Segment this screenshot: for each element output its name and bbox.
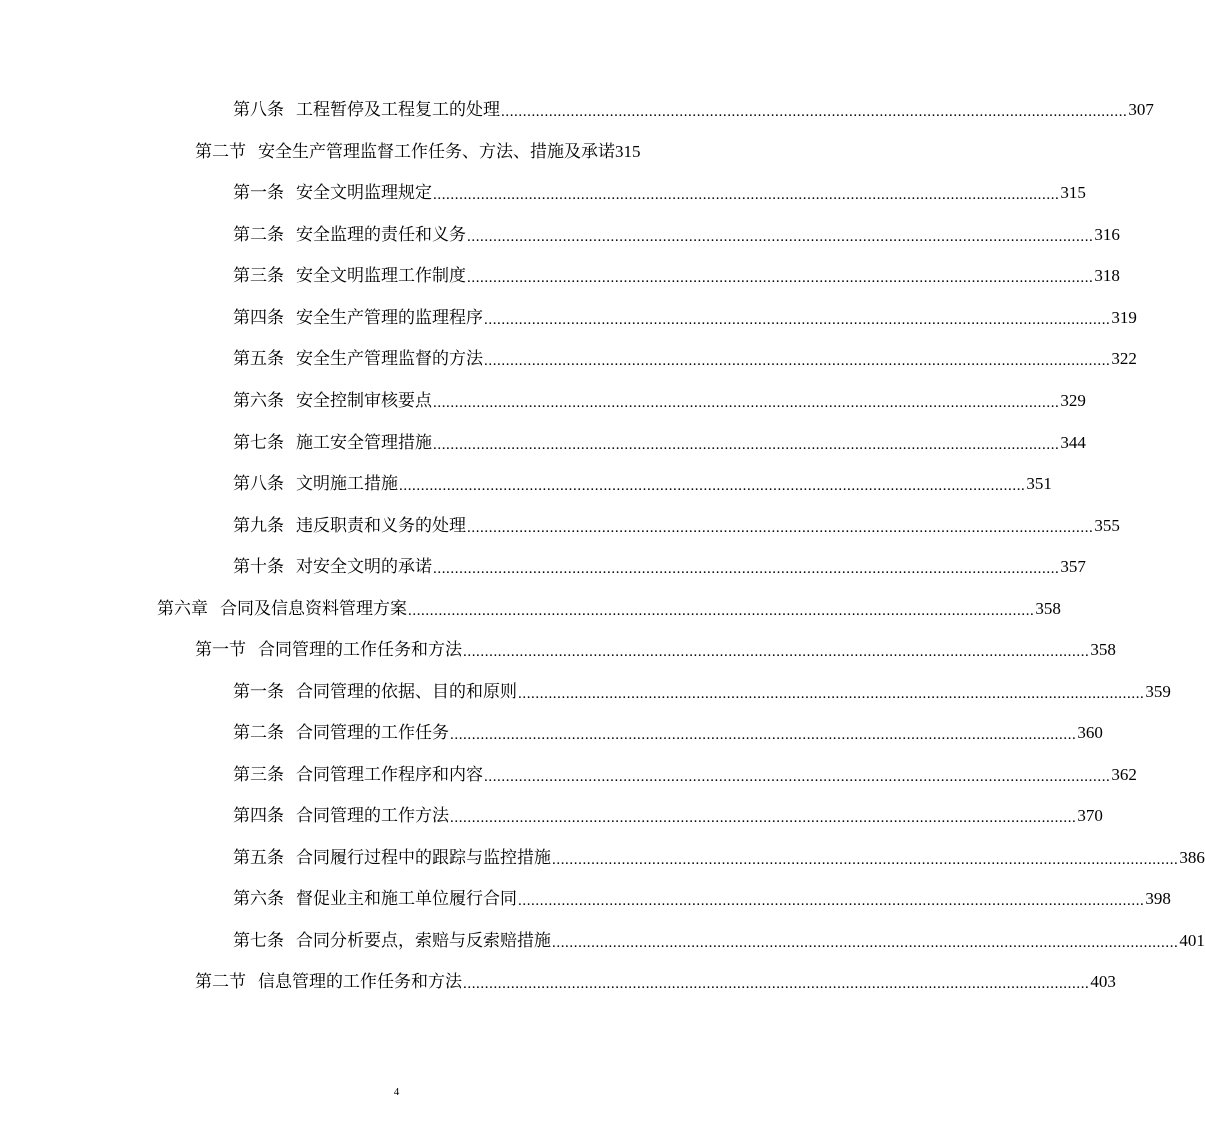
- toc-entry-page: 344: [1060, 433, 1086, 452]
- toc-entry-page: 355: [1094, 516, 1120, 535]
- toc-entry[interactable]: [195, 637, 1116, 663]
- toc-entry-number: 第四条: [233, 806, 284, 826]
- toc-entry[interactable]: [195, 969, 1116, 995]
- toc-entry-title: 合同管理的工作任务: [296, 723, 449, 743]
- toc-entry-title: 合同管理的工作任务和方法: [258, 640, 462, 660]
- toc-entry-number: 第三条: [233, 765, 284, 785]
- toc-entry-number: 第六章: [157, 599, 208, 619]
- page-number: 4: [393, 1086, 400, 1098]
- toc-entry[interactable]: [233, 803, 1103, 829]
- toc-entry-page: 322: [1111, 349, 1137, 368]
- toc-entry-number: 第四条: [233, 308, 284, 328]
- toc-entry[interactable]: [233, 720, 1103, 746]
- toc-entry[interactable]: [233, 97, 1154, 123]
- toc-entry-page: 316: [1094, 225, 1120, 244]
- toc-dot-leader: ................................................................................................................................................: [501, 104, 1128, 120]
- toc-entry[interactable]: [233, 679, 1171, 705]
- toc-entry-page: 318: [1094, 266, 1120, 285]
- toc-entry[interactable]: [233, 263, 1120, 289]
- toc-entry-page: 398: [1145, 889, 1171, 908]
- toc-entry-title: 安全生产管理的监理程序: [296, 308, 483, 328]
- toc-entry[interactable]: [157, 596, 1061, 622]
- toc-entry-title: 督促业主和施工单位履行合同: [296, 889, 517, 909]
- toc-entry[interactable]: [233, 305, 1137, 331]
- toc-entry-number: 第八条: [233, 474, 284, 494]
- toc-entry-title: 合同管理的依据、目的和原则: [296, 682, 517, 702]
- toc-entry-page: 357: [1060, 557, 1086, 576]
- toc-entry-title: 施工安全管理措施: [296, 433, 432, 453]
- toc-entry[interactable]: [233, 513, 1120, 539]
- toc-entry-title: 合同分析要点，索赔与反索赔措施: [296, 931, 551, 951]
- toc-entry-page: 370: [1077, 806, 1103, 825]
- toc-entry-page: 362: [1111, 765, 1137, 784]
- toc-entry-title: 合同管理工作程序和内容: [296, 765, 483, 785]
- toc-entry[interactable]: [233, 886, 1171, 912]
- toc-entry-page: 315: [615, 142, 641, 161]
- toc-entry[interactable]: [233, 471, 1052, 497]
- toc-entry-page: 386: [1179, 848, 1205, 867]
- toc-entry-number: 第一条: [233, 183, 284, 203]
- toc-entry-number: 第七条: [233, 433, 284, 453]
- toc-entry-title: 安全监理的责任和义务: [296, 225, 466, 245]
- toc-entry[interactable]: [233, 430, 1086, 456]
- toc-entry-title: 合同及信息资料管理方案: [220, 599, 407, 619]
- toc-dot-leader: ................................................................................................................................................: [552, 852, 1179, 868]
- toc-dot-leader: ................................................................................................................................................: [433, 437, 1060, 453]
- toc-dot-leader: ................................................................................................................................................: [433, 561, 1060, 577]
- toc-dot-leader: ................................................................................................................................................: [484, 769, 1111, 785]
- toc-entry-number: 第二节: [195, 142, 246, 162]
- toc-entry-title: 违反职责和义务的处理: [296, 516, 466, 536]
- toc-entry-title: 合同履行过程中的跟踪与监控措施: [296, 848, 551, 868]
- toc-entry-number: 第二条: [233, 723, 284, 743]
- toc-dot-leader: ................................................................................................................................................: [552, 935, 1179, 951]
- toc-entry[interactable]: [233, 554, 1086, 580]
- toc-entry-number: 第八条: [233, 100, 284, 120]
- toc-entry-page: 401: [1179, 931, 1205, 950]
- toc-entry[interactable]: [233, 762, 1137, 788]
- toc-entry-title: 安全文明监理规定: [296, 183, 432, 203]
- toc-entry-number: 第十条: [233, 557, 284, 577]
- toc-dot-leader: ................................................................................................................................................: [467, 270, 1094, 286]
- toc-entry-page: 315: [1060, 183, 1086, 202]
- toc-dot-leader: ................................................................................................................................................: [467, 520, 1094, 536]
- toc-entry-number: 第一节: [195, 640, 246, 660]
- toc-entry-number: 第七条: [233, 931, 284, 951]
- toc-entry-number: 第五条: [233, 848, 284, 868]
- toc-entry-title: 工程暂停及工程复工的处理: [296, 100, 500, 120]
- toc-dot-leader: ................................................................................................................................................: [399, 478, 1026, 494]
- toc-entry-title: 对安全文明的承诺: [296, 557, 432, 577]
- toc-entry-number: 第二条: [233, 225, 284, 245]
- toc-entry[interactable]: [233, 928, 1205, 954]
- toc-dot-leader: ................................................................................................................................................: [433, 187, 1060, 203]
- toc-entry-page: 307: [1128, 100, 1154, 119]
- toc-entry-page: 329: [1060, 391, 1086, 410]
- toc-entry-title: 安全控制审核要点: [296, 391, 432, 411]
- toc-entry-title: 安全生产管理监督工作任务、方法、措施及承诺: [258, 142, 615, 162]
- toc-entry-page: 358: [1035, 599, 1061, 618]
- toc-dot-leader: ................................................................................................................................................: [433, 395, 1060, 411]
- toc-dot-leader: ................................................................................................................................................: [450, 810, 1077, 826]
- toc-dot-leader: ................................................................................................................................................: [463, 644, 1090, 660]
- toc-dot-leader: ................................................................................................................................................: [518, 893, 1145, 909]
- toc-dot-leader: ................................................................................................................................................: [450, 727, 1077, 743]
- toc-entry-page: 403: [1090, 972, 1116, 991]
- toc-entry-page: 360: [1077, 723, 1103, 742]
- toc-dot-leader: ................................................................................................................................................: [484, 312, 1111, 328]
- toc-entry-number: 第六条: [233, 889, 284, 909]
- toc-dot-leader: ................................................................................................................................................: [467, 229, 1094, 245]
- toc-entry[interactable]: [233, 222, 1120, 248]
- toc-entry[interactable]: [195, 139, 674, 165]
- toc-entry-title: 信息管理的工作任务和方法: [258, 972, 462, 992]
- toc-entry[interactable]: [233, 346, 1137, 372]
- toc-entry-number: 第一条: [233, 682, 284, 702]
- toc-entry[interactable]: [233, 180, 1086, 206]
- toc-entry[interactable]: [233, 388, 1086, 414]
- toc-entry-title: 安全文明监理工作制度: [296, 266, 466, 286]
- toc-entry-title: 合同管理的工作方法: [296, 806, 449, 826]
- toc-dot-leader: ................................................................................................................................................: [408, 603, 1035, 619]
- toc-entry-number: 第二节: [195, 972, 246, 992]
- toc-entry-number: 第三条: [233, 266, 284, 286]
- toc-entry-number: 第九条: [233, 516, 284, 536]
- toc-entry-page: 358: [1090, 640, 1116, 659]
- toc-entry-page: 359: [1145, 682, 1171, 701]
- toc-entry[interactable]: [233, 845, 1205, 871]
- toc-dot-leader: ................................................................................................................................................: [463, 976, 1090, 992]
- toc-entry-title: 安全生产管理监督的方法: [296, 349, 483, 369]
- toc-entry-title: 文明施工措施: [296, 474, 398, 494]
- toc-dot-leader: ................................................................................................................................................: [484, 353, 1111, 369]
- toc-entry-number: 第六条: [233, 391, 284, 411]
- toc-entry-page: 351: [1026, 474, 1052, 493]
- toc-entry-page: 319: [1111, 308, 1137, 327]
- toc-dot-leader: ................................................................................................................................................: [518, 686, 1145, 702]
- toc-entry-number: 第五条: [233, 349, 284, 369]
